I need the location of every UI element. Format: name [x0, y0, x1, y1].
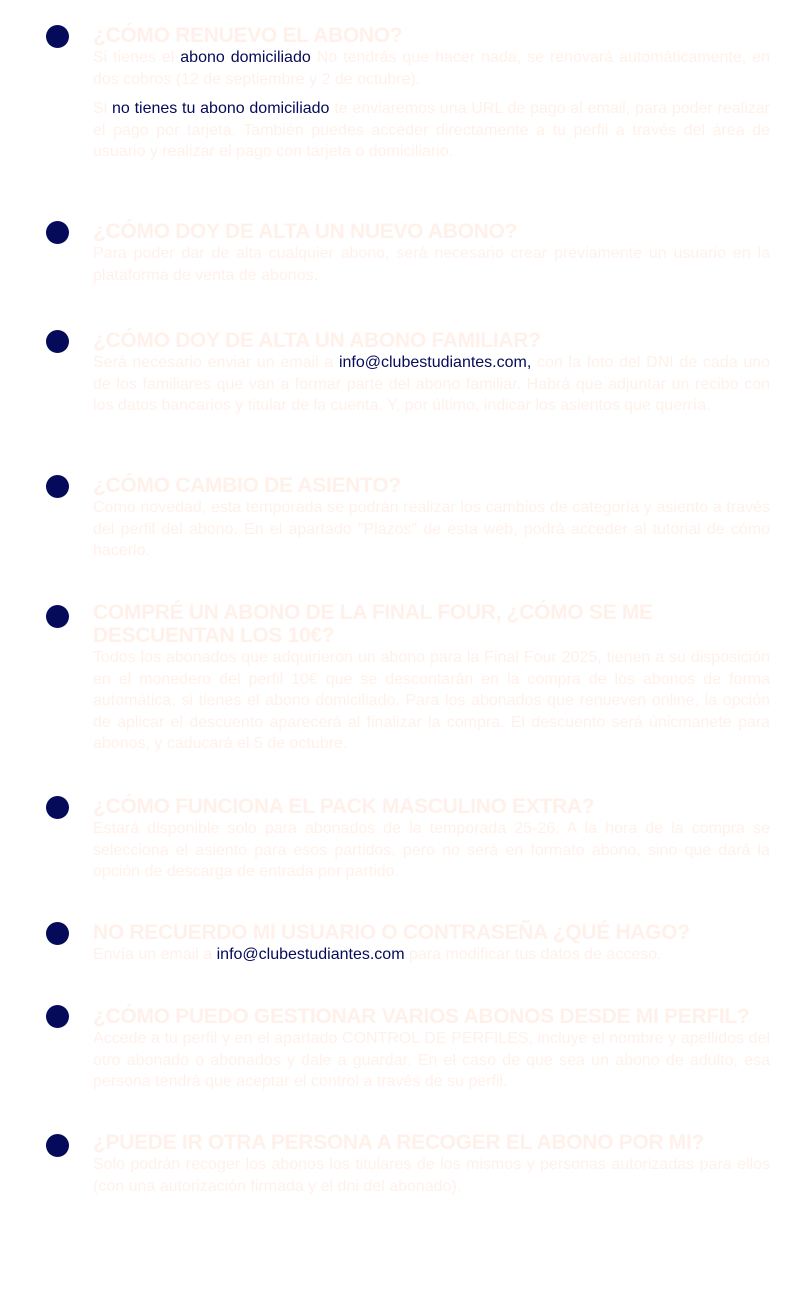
faq-question: ¿CÓMO DOY DE ALTA UN ABONO FAMILIAR?	[93, 329, 541, 352]
faq-answer: Si tienes el abono domiciliado No tendrás que hacer nada, se renovará automáticamente, en dos cobros (12 de septiembre y 2 de octubre).	[93, 49, 771, 88]
faq-answer: Estará disponible solo para abonados de la temporada 25-26. A la hora de la compra se selecciona el asiento para esos partidos, pero no será en formato abono, sino que dará la opción de descarga de entrada por partido.	[93, 820, 770, 880]
bullet-icon	[46, 221, 69, 244]
faq-answer: Como novedad, esta temporada se podrán realizar los cambios de categoría y asiento a través del perfil del abono. En el apartado "Plazos" de esta web, podrá acceder al tutorial de cómo hacerlo.	[93, 499, 770, 559]
bullet-icon	[46, 796, 69, 819]
bullet-icon	[46, 922, 69, 945]
faq-question: NO RECUERDO MI USUARIO O CONTRASEÑA ¿QUÉ HAGO?	[93, 921, 690, 944]
bullet-icon	[46, 475, 69, 498]
faq-question: ¿CÓMO RENUEVO EL ABONO?	[93, 24, 403, 47]
bullet-icon	[46, 330, 69, 353]
faq-question: COMPRÉ UN ABONO DE LA FINAL FOUR, ¿CÓMO SE ME DESCUENTAN LOS 10€?	[93, 601, 653, 647]
bullet-icon	[46, 605, 69, 628]
faq-question: ¿PUEDE IR OTRA PERSONA A RECOGER EL ABONO POR MI?	[93, 1131, 705, 1154]
bullet-icon	[46, 1005, 69, 1028]
email-link[interactable]: info@clubestudiantes.com,	[338, 354, 532, 371]
faq-question: ¿CÓMO PUEDO GESTIONAR VARIOS ABONOS DESDE MI PERFIL?	[93, 1005, 750, 1028]
bullet-icon	[46, 1134, 69, 1157]
faq-question: ¿CÓMO DOY DE ALTA UN NUEVO ABONO?	[93, 220, 518, 243]
faq-answer: Será necesario enviar un email a info@clubestudiantes.com, con la foto del DNI de cada uno de los familiares que van a formar parte del abono familiar. Habrá que adjuntar un recibo con los datos bancarios y titular de la cuenta. Y, por último, indicar los asientos que querría.	[93, 354, 771, 414]
domiciled-link[interactable]: abono domiciliado	[180, 49, 311, 66]
bullet-icon	[46, 25, 69, 48]
faq-answer: Si no tienes tu abono domiciliado te enviaremos una URL de pago al email, para poder realizar el pago por tarjeta. También puedes acceder directamente a tu perfil a través del área de usuario y realizar el pago con tarjeta o domiciliario.	[93, 100, 771, 160]
faq-answer: Solo podrán recoger los abonos los titulares de los mismos y personas autorizadas para ellos (con una autorización firmada y el dni del abonado).	[93, 1156, 770, 1195]
faq-answer: Accede a tu perfil y en el apartado CONTROL DE PERFILES, incluye el nombre y apellidos del otro abonado o abonados y dale a guardar. En el caso de que sea un abono de adulto, esa persona tendrá que aceptar el control a través de su perfil.	[93, 1030, 770, 1090]
faq-question: ¿CÓMO CAMBIO DE ASIENTO?	[93, 474, 401, 497]
faq-answer: Para poder dar de alta cualquier abono, será necesario crear previamente un usuario en la plataforma de venta de abonos.	[93, 245, 770, 284]
faq-answer: Todos los abonados que adquirieron un abono para la Final Four 2025, tienen a su disposición en el monedero del perfil 10€ que se descontarán en la compra de los abonos de forma automática, si tienes el abono domiciliado. Para los abonados que renueven online, la opción de aplicar el descuento aparecerá al finalizar la compra. El descuento será únicmanete para abonos, y caducará el 5 de octubre.	[93, 649, 770, 752]
email-link[interactable]: info@clubestudiantes.com	[216, 946, 405, 963]
not-domiciled-link[interactable]: no tienes tu abono domiciliado	[112, 100, 330, 117]
faq-question: ¿CÓMO FUNCIONA EL PACK MASCULINO EXTRA?	[93, 795, 595, 818]
faq-answer: Envía un email a info@clubestudiantes.com para modificar tus datos de acceso.	[93, 946, 662, 963]
